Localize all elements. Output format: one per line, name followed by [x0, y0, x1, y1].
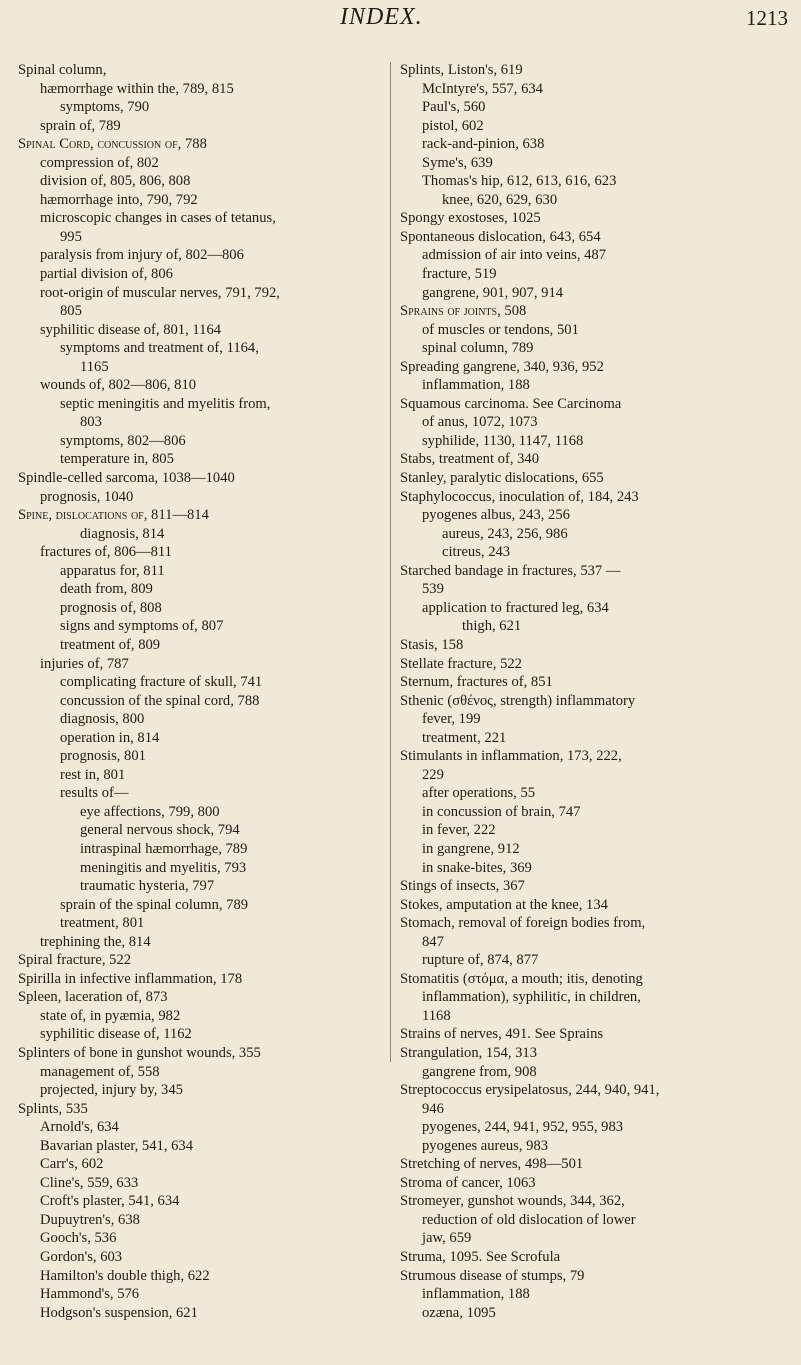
index-subentry: hæmorrhage into, 790, 792: [40, 191, 198, 208]
index-subentry: 1165: [80, 358, 109, 375]
index-subentry: thigh, 621: [462, 618, 522, 635]
index-heading-entry: Starched bandage in fractures, 537 —: [400, 562, 621, 579]
index-heading-entry: Spindle-celled sarcoma, 1038—1040: [18, 470, 235, 487]
index-subentry: fractures of, 806—811: [40, 544, 172, 561]
index-subentry: spinal column, 789: [422, 340, 534, 357]
index-subentry: rack-and-pinion, 638: [422, 136, 545, 153]
index-subentry: McIntyre's, 557, 634: [422, 80, 543, 97]
index-subentry: pistol, 602: [422, 117, 484, 134]
index-subentry: prognosis, 801: [60, 748, 146, 765]
index-subentry: division of, 805, 806, 808: [40, 173, 191, 190]
index-subentry: 803: [80, 414, 102, 431]
index-subentry: knee, 620, 629, 630: [442, 191, 558, 208]
index-subentry: eye affections, 799, 800: [80, 803, 220, 820]
running-head: INDEX.: [340, 4, 423, 30]
index-subentry: syphilitic disease of, 801, 1164: [40, 321, 222, 338]
index-heading-entry: Stellate fracture, 522: [400, 655, 522, 672]
index-subentry: Gooch's, 536: [40, 1230, 117, 1247]
index-subentry: admission of air into veins, 487: [422, 247, 607, 264]
index-heading-entry: Sternum, fractures of, 851: [400, 674, 553, 691]
index-subentry: treatment, 221: [422, 729, 507, 746]
index-subentry: complicating fracture of skull, 741: [60, 674, 263, 691]
index-subentry: partial division of, 806: [40, 266, 173, 283]
index-subentry: 539: [422, 581, 444, 598]
index-subentry: ozæna, 1095: [422, 1304, 496, 1321]
index-subentry: in concussion of brain, 747: [422, 803, 581, 820]
index-subentry: Bavarian plaster, 541, 634: [40, 1137, 194, 1154]
index-subentry: application to fractured leg, 634: [422, 599, 609, 616]
index-subentry: Croft's plaster, 541, 634: [40, 1193, 180, 1210]
index-subentry: reduction of old dislocation of lower: [422, 1211, 636, 1228]
index-subentry: in snake-bites, 369: [422, 859, 532, 876]
index-subentry: diagnosis, 800: [60, 711, 145, 728]
index-subentry: pyogenes aureus, 983: [422, 1137, 549, 1154]
index-subentry: Carr's, 602: [40, 1156, 104, 1173]
index-subentry: Hodgson's suspension, 621: [40, 1304, 198, 1321]
index-subentry: root-origin of muscular nerves, 791, 792,: [40, 284, 280, 301]
index-heading-entry: Struma, 1095. See Scrofula: [400, 1249, 561, 1265]
index-subentry: injuries of, 787: [40, 655, 129, 672]
index-heading-entry: Stretching of nerves, 498—501: [400, 1156, 584, 1173]
index-subentry: Arnold's, 634: [40, 1119, 119, 1136]
index-subentry: Hammond's, 576: [40, 1286, 140, 1303]
index-heading-entry: Spontaneous dislocation, 643, 654: [400, 228, 601, 245]
index-subentry: 946: [422, 1100, 444, 1117]
index-subentry: state of, in pyæmia, 982: [40, 1007, 181, 1024]
index-subentry: rupture of, 874, 877: [422, 952, 539, 969]
index-heading-entry: Spiral fracture, 522: [18, 952, 132, 969]
index-heading-entry: Splinters of bone in gunshot wounds, 355: [18, 1044, 261, 1061]
index-subentry: sprain of, 789: [40, 117, 121, 134]
index-subentry: meningitis and myelitis, 793: [80, 859, 247, 876]
index-subentry: pyogenes albus, 243, 256: [422, 507, 570, 524]
index-subentry: syphilide, 1130, 1147, 1168: [422, 432, 584, 449]
index-heading-entry: Spinal Cord, concussion of, 788: [18, 136, 207, 153]
index-subentry: results of—: [60, 785, 129, 802]
index-subentry: treatment of, 809: [60, 636, 161, 653]
index-heading-entry: Spinal column,: [18, 62, 107, 78]
index-heading-entry: Strains of nerves, 491. See Sprains: [400, 1026, 604, 1043]
index-subentry: apparatus for, 811: [60, 562, 165, 579]
index-heading-entry: Strangulation, 154, 313: [400, 1044, 538, 1061]
index-subentry: inflammation, 188: [422, 1286, 530, 1303]
index-heading-entry: Spleen, laceration of, 873: [18, 989, 168, 1006]
index-heading-entry: Spreading gangrene, 340, 936, 952: [400, 358, 604, 375]
index-subentry: microscopic changes in cases of tetanus,: [40, 210, 276, 227]
index-heading-entry: Sthenic (σθένος, strength) inflammatory: [400, 692, 636, 709]
index-heading-entry: Stroma of cancer, 1063: [400, 1174, 536, 1191]
index-subentry: symptoms and treatment of, 1164,: [60, 340, 259, 357]
index-subentry: sprain of the spinal column, 789: [60, 896, 249, 913]
index-subentry: management of, 558: [40, 1063, 160, 1080]
index-subentry: citreus, 243: [442, 544, 511, 561]
index-heading-entry: Sprains of joints, 508: [400, 303, 527, 320]
column-divider: [390, 62, 391, 1062]
index-subentry: in gangrene, 912: [422, 840, 520, 857]
index-subentry: in fever, 222: [422, 822, 496, 839]
index-subentry: concussion of the spinal cord, 788: [60, 692, 260, 709]
index-subentry: gangrene, 901, 907, 914: [422, 284, 564, 301]
index-subentry: Hamilton's double thigh, 622: [40, 1267, 210, 1284]
index-subentry: Dupuytren's, 638: [40, 1211, 140, 1228]
index-heading-entry: Streptococcus erysipelatosus, 244, 940, 941,: [400, 1082, 660, 1099]
index-subentry: projected, injury by, 345: [40, 1082, 183, 1099]
page-number: 1213: [746, 6, 788, 30]
index-heading-entry: Stimulants in inflammation, 173, 222,: [400, 748, 622, 765]
index-column-left: [18, 61, 394, 1322]
index-heading-entry: Staphylococcus, inoculation of, 184, 243: [400, 488, 639, 505]
index-subentry: Thomas's hip, 612, 613, 616, 623: [422, 173, 617, 190]
index-subentry: intraspinal hæmorrhage, 789: [80, 840, 248, 857]
index-subentry: jaw, 659: [422, 1230, 472, 1247]
index-column-right: [400, 61, 790, 1322]
index-subentry: compression of, 802: [40, 154, 159, 171]
index-subentry: wounds of, 802—806, 810: [40, 377, 197, 394]
index-subentry: inflammation), syphilitic, in children,: [422, 989, 641, 1006]
index-subentry: death from, 809: [60, 581, 153, 598]
index-subentry: of anus, 1072, 1073: [422, 414, 538, 431]
index-subentry: 995: [60, 228, 82, 245]
index-heading-entry: Spine, dislocations of, 811—814: [18, 507, 209, 524]
index-subentry: general nervous shock, 794: [80, 822, 240, 839]
index-subentry: operation in, 814: [60, 729, 160, 746]
index-subentry: septic meningitis and myelitis from,: [60, 395, 271, 412]
index-subentry: traumatic hysteria, 797: [80, 878, 215, 895]
index-subentry: trephining the, 814: [40, 933, 151, 950]
page-header: [0, 4, 801, 40]
index-subentry: gangrene from, 908: [422, 1063, 537, 1080]
index-subentry: after operations, 55: [422, 785, 536, 802]
index-heading-entry: Stabs, treatment of, 340: [400, 451, 540, 468]
index-subentry: Gordon's, 603: [40, 1249, 123, 1265]
index-heading-entry: Squamous carcinoma. See Carcinoma: [400, 395, 622, 412]
index-subentry: 805: [60, 303, 82, 320]
index-subentry: diagnosis, 814: [80, 525, 165, 542]
index-subentry: aureus, 243, 256, 986: [442, 525, 568, 542]
index-subentry: pyogenes, 244, 941, 952, 955, 983: [422, 1119, 624, 1136]
index-heading-entry: Stokes, amputation at the knee, 134: [400, 896, 608, 913]
index-subentry: Cline's, 559, 633: [40, 1174, 139, 1191]
index-subentry: paralysis from injury of, 802—806: [40, 247, 244, 264]
index-subentry: 847: [422, 933, 444, 950]
index-subentry: fever, 199: [422, 711, 481, 728]
index-subentry: signs and symptoms of, 807: [60, 618, 224, 635]
index-heading-entry: Strumous disease of stumps, 79: [400, 1267, 585, 1284]
index-subentry: treatment, 801: [60, 915, 145, 932]
index-subentry: rest in, 801: [60, 766, 126, 783]
index-subentry: 1168: [422, 1007, 451, 1024]
index-subentry: syphilitic disease of, 1162: [40, 1026, 192, 1043]
index-subentry: 229: [422, 766, 444, 783]
index-subentry: of muscles or tendons, 501: [422, 321, 579, 338]
index-heading-entry: Stanley, paralytic dislocations, 655: [400, 470, 604, 487]
index-subentry: symptoms, 802—806: [60, 432, 186, 449]
index-heading-entry: Stomach, removal of foreign bodies from,: [400, 915, 646, 932]
index-subentry: inflammation, 188: [422, 377, 530, 394]
index-subentry: fracture, 519: [422, 266, 497, 283]
index-heading-entry: Stomatitis (στόμα, a mouth; itis, denoting: [400, 970, 643, 987]
index-subentry: prognosis of, 808: [60, 599, 162, 616]
index-subentry: prognosis, 1040: [40, 488, 134, 505]
index-heading-entry: Spongy exostoses, 1025: [400, 210, 541, 227]
index-heading-entry: Splints, 535: [18, 1100, 88, 1117]
index-heading-entry: Stasis, 158: [400, 636, 464, 653]
index-heading-entry: Spirilla in infective inflammation, 178: [18, 970, 243, 987]
index-heading-entry: Splints, Liston's, 619: [400, 62, 523, 78]
index-subentry: hæmorrhage within the, 789, 815: [40, 80, 234, 97]
index-heading-entry: Stings of insects, 367: [400, 878, 525, 895]
index-subentry: Paul's, 560: [422, 99, 486, 116]
index-heading-entry: Stromeyer, gunshot wounds, 344, 362,: [400, 1193, 625, 1210]
index-subentry: temperature in, 805: [60, 451, 174, 468]
index-subentry: Syme's, 639: [422, 154, 493, 171]
index-subentry: symptoms, 790: [60, 99, 150, 116]
